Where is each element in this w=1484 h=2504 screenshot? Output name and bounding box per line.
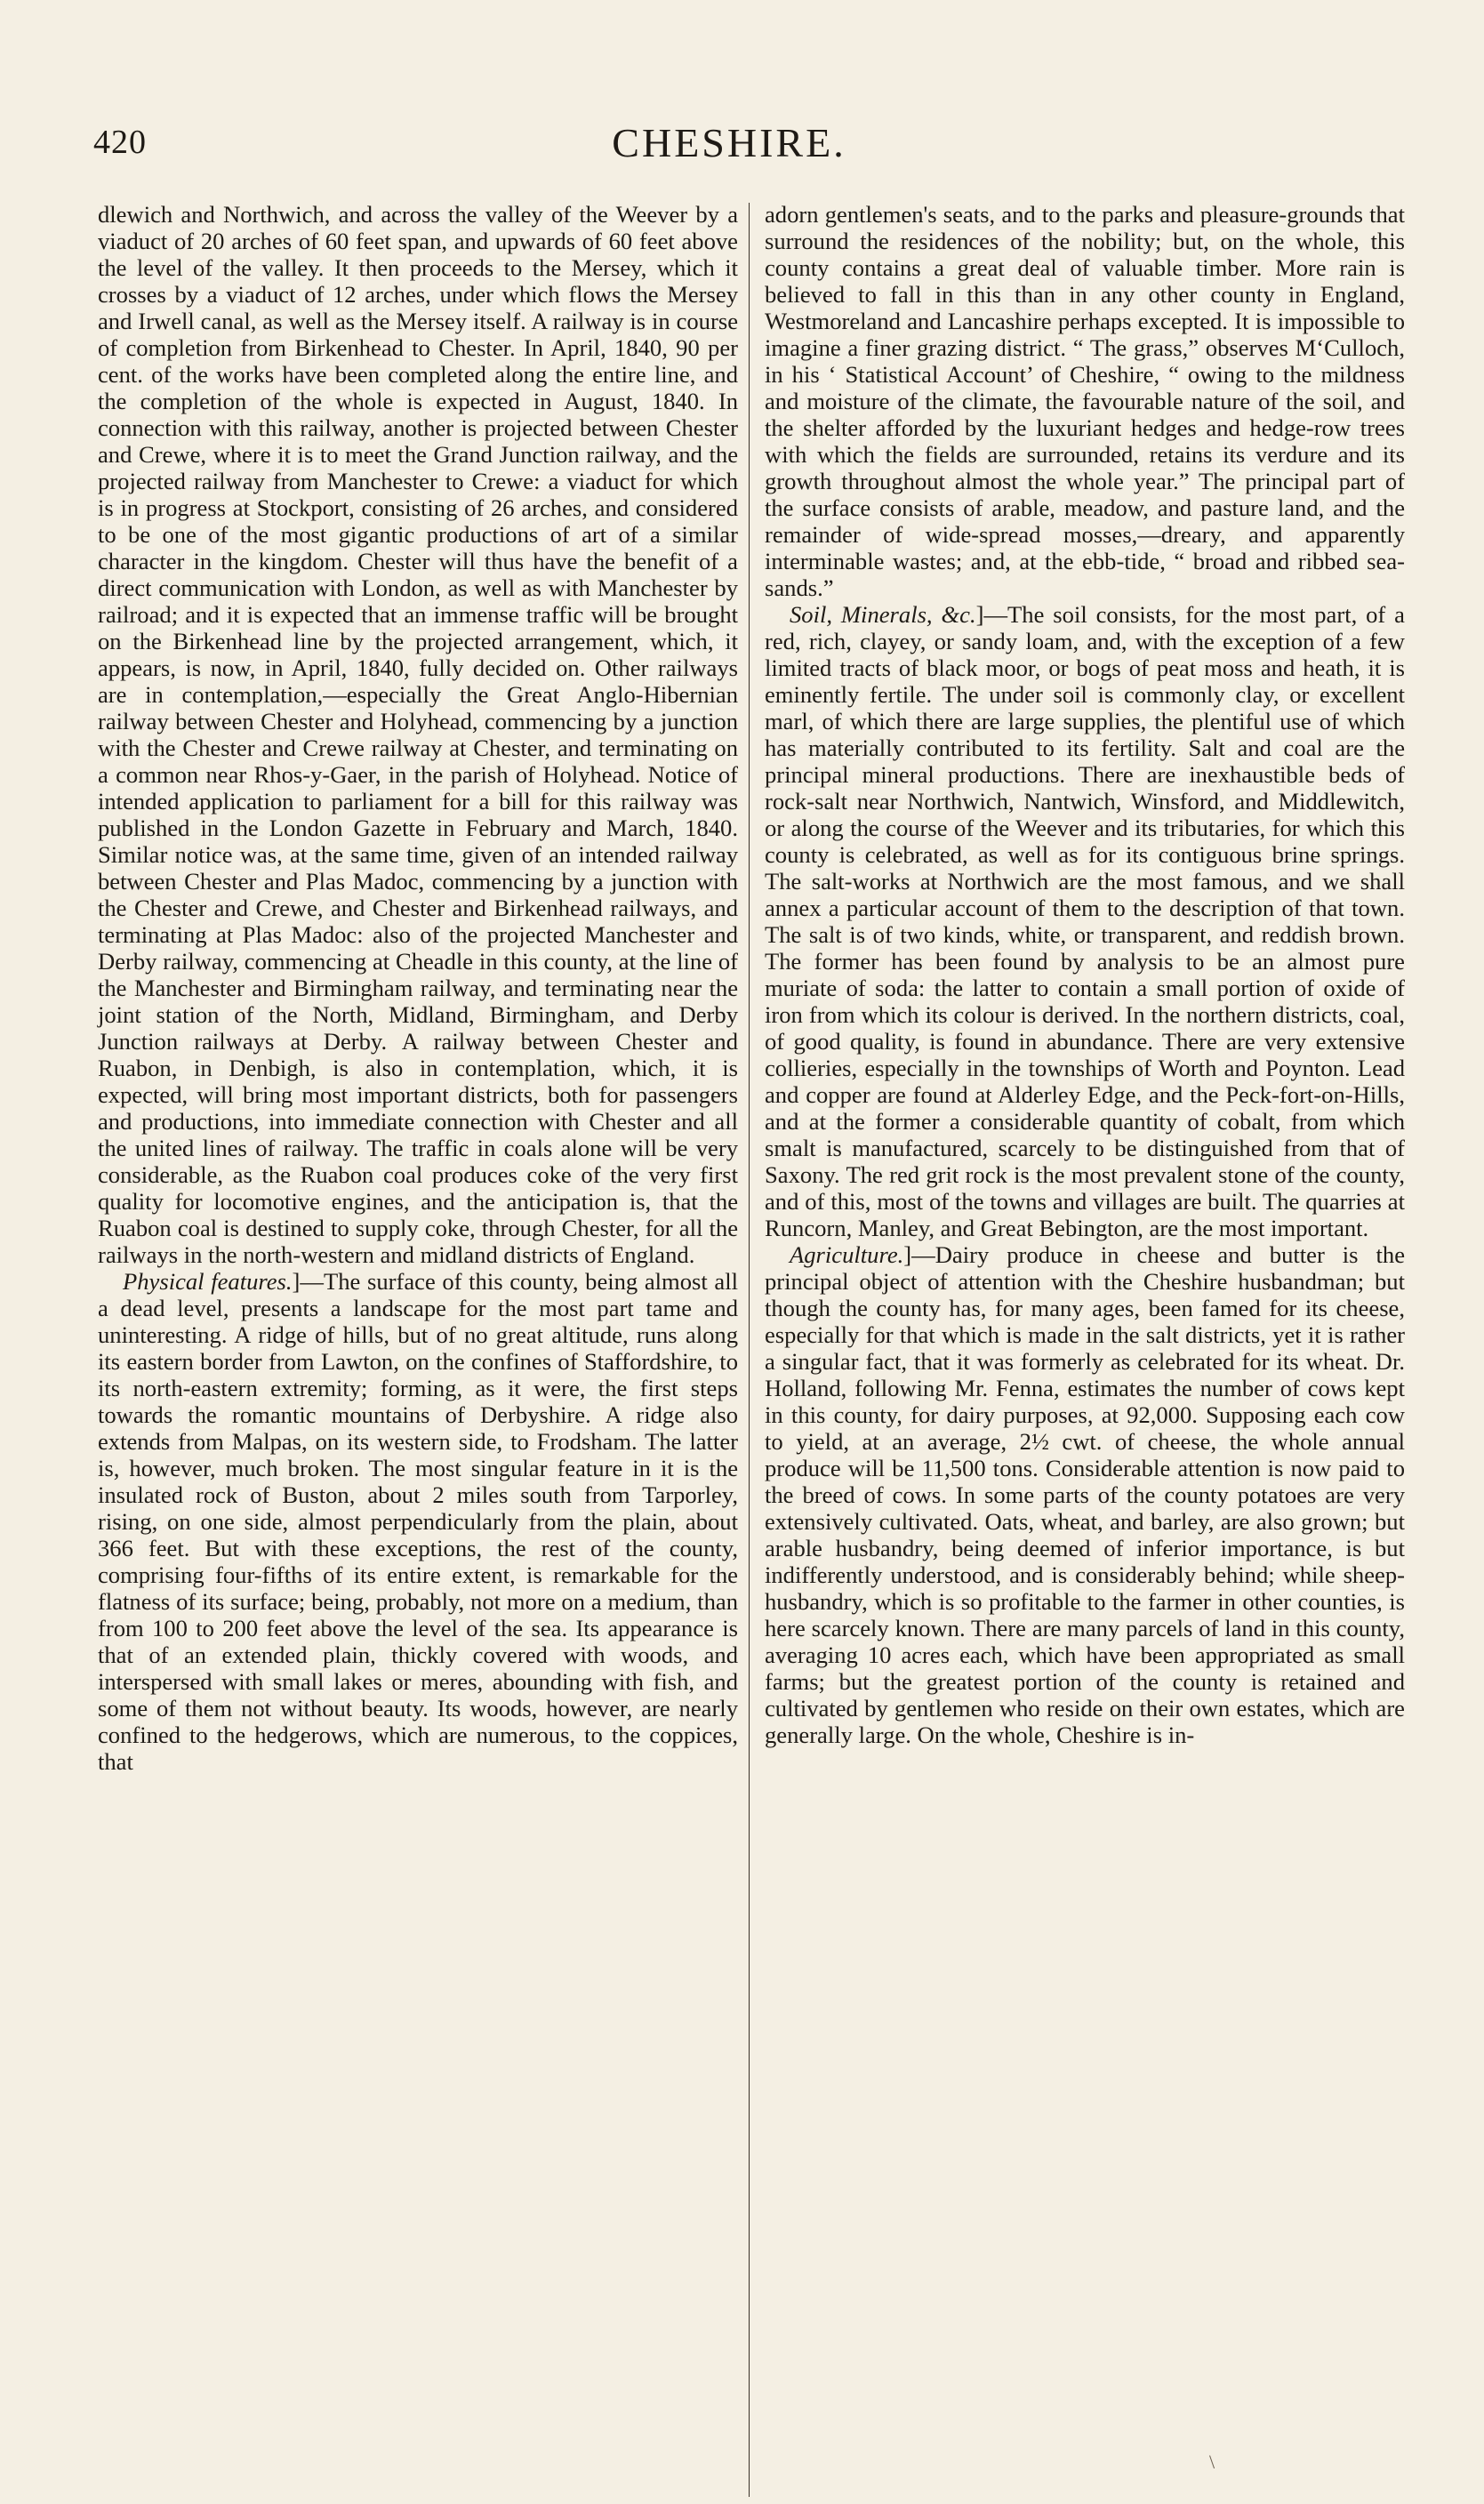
paragraph-physical-features-body: ]—The surface of this county, being almost all a dead level, presents a landscape for the most part tame and uninteresting. A ridge of hills, but of no great altitude, runs along its eastern border from Lawton, on the confines of Staffordshire, to its north-eastern extremity; forming, as it were, the first steps towards the romantic mountains of Derbyshire. A ridge also extends from Malpas, on its western side, to Frodsham. The latter is, however, much broken. The most singular feature in it is the insulated rock of Buston, about 2 miles south from Tarporley, rising, on one side, almost perpendicularly from the plain, about 366 feet. But with these exceptions, the rest of the county, comprising four-fifths of its entire extent, is remarkable for the flatness of its surface; being, probably, not more on a medium, than from 100 to 200 feet above the level of the sea. Its appearance is that of an extended plain, thickly covered with woods, and interspersed with small lakes or meres, abounding with fish, and some of them not without beauty. Its woods, however, are nearly confined to the hedgerows, which are numerous, to the coppices, that bbox=[98, 1268, 738, 1775]
right-column bbox=[765, 201, 1405, 1748]
page-header bbox=[93, 120, 1365, 176]
running-head: CHESHIRE. bbox=[612, 120, 846, 165]
section-heading-physical-features: Physical features. bbox=[123, 1268, 293, 1295]
paragraph-agriculture-body: ]—Dairy produce in cheese and butter is the principal object of attention with the Cheshire husbandman; but though the county has, for many ages, been famed for its cheese, especially for that which is made in the salt districts, yet it is rather a singular fact, that it was formerly as celebrated for its wheat. Dr. Holland, following Mr. Fenna, estimates the number of cows kept in this county, for dairy purposes, at 92,000. Supposing each cow to yield, at an average, 2½ cwt. of cheese, the whole annual produce will be 11,500 tons. Considerable attention is now paid to the breed of cows. In some parts of the county potatoes are very extensively cultivated. Oats, wheat, and barley, are also grown; but arable husbandry, being deemed of inferior importance, is but indifferently understood, and is considerably behind; while sheep-husbandry, which is so profitable to the farmer in other counties, is here scarcely known. There are many parcels of land in this county, averaging 10 acres each, which have been appropriated as small farms; but the greatest portion of the county is retained and cultivated by gentlemen who reside on their own estates, which are generally large. On the whole, Cheshire is in- bbox=[765, 1241, 1405, 1748]
paragraph-soil-minerals-body: ]—The soil consists, for the most part, of a red, rich, clayey, or sandy loam, and, with the exception of a few limited tracts of black moor, or bogs of peat moss and heath, it is eminently fertile. The under soil is commonly clay, or excellent marl, of which there are large supplies, the plentiful use of which has materially contributed to its fertility. Salt and coal are the principal mineral productions. There are inexhaustible beds of rock-salt near Northwich, Nantwich, Winsford, and Middlewitch, or along the course of the Weever and its tributaries, for which this county is celebrated, as well as for its contiguous brine springs. The salt-works at Northwich are the most famous, and we shall annex a particular account of them to the description of that town. The salt is of two kinds, white, or transparent, and reddish brown. The former has been found by analysis to be an almost pure muriate of soda: the latter to contain a small portion of oxide of iron from which its colour is derived. In the northern districts, coal, of good quality, is found in abundance. There are very extensive collieries, especially in the townships of Worth and Poynton. Lead and copper are found at Alderley Edge, and the Peck-fort-on-Hills, and at the former a considerable quantity of cobalt, from which smalt is manufactured, scarcely to be distinguished from that of Saxony. The red grit rock is the most prevalent stone of the county, and of this, most of the towns and villages are built. The quarries at Runcorn, Manley, and Great Bebington, are the most important. bbox=[765, 601, 1405, 1241]
paragraph-agriculture bbox=[765, 1241, 1405, 1748]
left-column bbox=[98, 201, 738, 1775]
paragraph-soil-minerals bbox=[765, 601, 1405, 1241]
paragraph-railways: dlewich and Northwich, and across the valley of the Weever by a viaduct of 20 arches of 60 feet span, and upwards of 60 feet above the level of the valley. It then proceeds to the Mersey, which it crosses by a viaduct of 12 arches, under which flows the Mersey and Irwell canal, as well as the Mersey itself. A railway is in course of completion from Birkenhead to Chester. In April, 1840, 90 per cent. of the works have been completed along the entire line, and the completion of the whole is expected in August, 1840. In connection with this railway, another is projected between Chester and Crewe, where it is to meet the Grand Junction railway, and the projected railway from Manchester to Crewe: a viaduct for which is in progress at Stockport, consisting of 26 arches, and considered to be one of the most gigantic productions of art of a similar character in the kingdom. Chester will thus have the benefit of a direct communication with London, as well as with Manchester by railroad; and it is expected that an immense traffic will be brought on the Birkenhead line by the projected arrangement, which, it appears, is now, in April, 1840, fully decided on. Other railways are in contemplation,—especially the Great Anglo-Hibernian railway between Chester and Holyhead, commencing by a junction with the Chester and Crewe railway at Chester, and terminating on a common near Rhos-y-Gaer, in the parish of Holyhead. Notice of intended application to parliament for a bill for this railway was published in the London Gazette in February and March, 1840. Similar notice was, at the same time, given of an intended railway between Chester and Plas Madoc, commencing by a junction with the Chester and Crewe, and Chester and Birkenhead railways, and terminating at Plas Madoc: also of the projected Manchester and Derby railway, commencing at Cheadle in this county, at the line of the Manchester and Birmingham railway, and terminating near the joint station of the North, Midland, Birmingham, and Derby Junction railways at Derby. A railway between Chester and Ruabon, in Denbigh, is also in contemplation, which, it is expected, will bring most important districts, both for passengers and productions, into immediate connection with Chester and all the united lines of railway. The traffic in coals alone will be very considerable, as the Ruabon coal produces coke of the very first quality for locomotive engines, and the anticipation is, that the Ruabon coal is destined to supply coke, through Chester, for all the railways in the north-western and midland districts of England. bbox=[98, 201, 738, 1268]
section-heading-soil-minerals: Soil, Minerals, &c. bbox=[790, 601, 976, 628]
paragraph-physical-features bbox=[98, 1268, 738, 1775]
section-heading-agriculture: Agriculture. bbox=[790, 1241, 904, 1268]
column-divider bbox=[749, 203, 750, 2497]
paragraph-woods-climate: adorn gentlemen's seats, and to the parks and pleasure-grounds that surround the residences of the nobility; but, on the whole, this county contains a great deal of valuable timber. More rain is believed to fall in this than in any other county in England, Westmoreland and Lancashire perhaps excepted. It is impossible to imagine a finer grazing district. “ The grass,” observes M‘Culloch, in his ‘ Statistical Account’ of Cheshire, “ owing to the mildness and moisture of the climate, the favourable nature of the soil, and the shelter afforded by the luxuriant hedges and hedge-row trees with which the fields are surrounded, retains its verdure and its growth throughout almost the whole year.” The principal part of the surface consists of arable, meadow, and pasture land, and the remainder of wide-spread mosses,—dreary, and apparently interminable wastes; and, at the ebb-tide, “ broad and ribbed sea-sands.” bbox=[765, 201, 1405, 601]
page-number: 420 bbox=[93, 124, 147, 161]
printer-mark: \ bbox=[1209, 2451, 1215, 2473]
